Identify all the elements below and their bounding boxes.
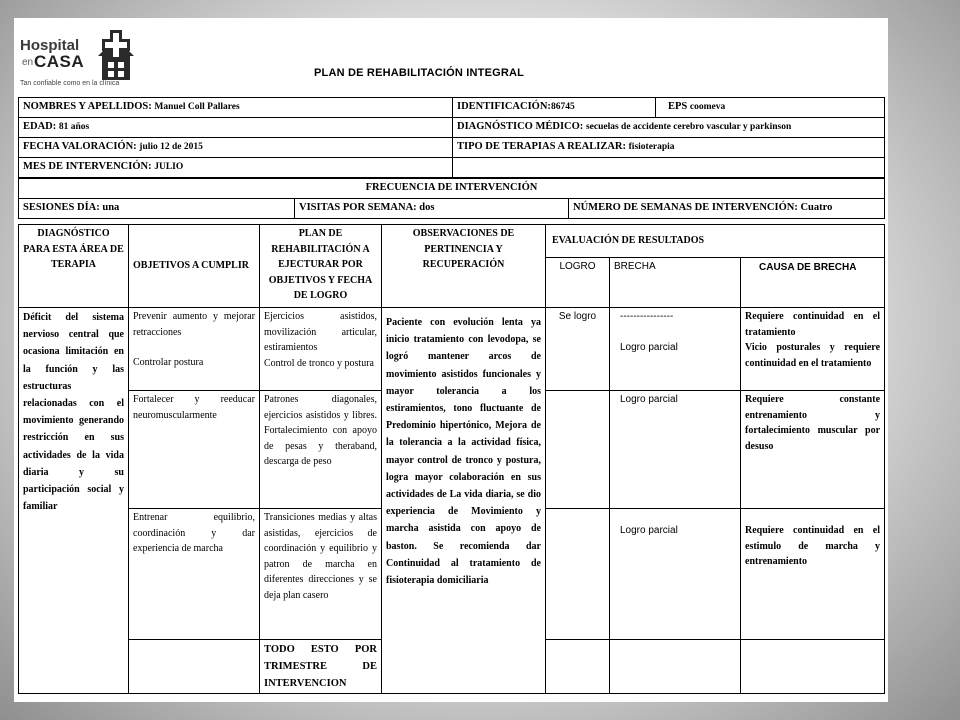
logo-line1: Hospital: [20, 37, 80, 54]
patient-info-table: [18, 97, 885, 178]
therapy-type-value: fisioterapia: [628, 142, 675, 152]
house-cross-icon: [96, 30, 136, 82]
objective-text: Fortalecer y reeducar neuromuscularmente: [129, 391, 260, 509]
id-value: 86745: [550, 102, 575, 112]
month-value: JULIO: [154, 162, 184, 172]
name-label: NOMBRES Y APELLIDOS:: [23, 101, 152, 112]
name-cell: [19, 98, 453, 118]
gap-cause-cell: [741, 308, 885, 391]
age-value: 81 años: [58, 122, 90, 132]
gap-text: Logro parcial: [610, 391, 741, 509]
diagnosis-cell: [453, 118, 885, 138]
header-evaluation: EVALUACIÓN DE RESULTADOS: [546, 225, 885, 258]
table-row: [19, 158, 885, 178]
achievement-text: [546, 391, 610, 509]
eps-value: coomeva: [689, 102, 726, 112]
empty-cell: [546, 640, 610, 694]
gap-cause-text: Requiere continuidad en el tratamiento: [745, 311, 881, 338]
weeks-label: NÚMERO DE SEMANAS DE INTERVENCIÓN:: [573, 202, 798, 213]
empty-cell: [610, 640, 741, 694]
date-value: julio 12 de 2015: [139, 142, 203, 152]
header-gap: BRECHA: [610, 258, 741, 308]
objective-text: Entrenar equilibrio, coordinación y dar experiencia de marcha: [129, 509, 260, 640]
weeks-cell: [569, 199, 885, 219]
plan-text: Control de tronco y postura: [264, 357, 374, 369]
id-label: IDENTIFICACIÓN:: [457, 101, 551, 112]
header-objectives: OBJETIVOS A CUMPLIR: [129, 225, 260, 308]
sessions-cell: [19, 199, 295, 219]
objective-text: Prevenir aumento y mejorar retracciones: [133, 311, 255, 338]
logo-tagline: Tan confiable como en la clínica: [20, 80, 120, 87]
frequency-header: FRECUENCIA DE INTERVENCIÓN: [19, 179, 885, 199]
footer-note: TODO ESTO POR TRIMESTRE DE INTERVENCION: [260, 640, 382, 694]
table-row: [19, 98, 885, 118]
table-row: [19, 138, 885, 158]
sessions-label: SESIONES DÍA:: [23, 202, 100, 213]
therapy-type-label: TIPO DE TERAPIAS A REALIZAR:: [457, 141, 627, 152]
plan-text: Ejercicios asistidos, movilización articular, estiramientos: [264, 311, 377, 353]
objective-cell: [129, 308, 260, 391]
hospital-logo: [20, 30, 136, 94]
visits-value: dos: [419, 202, 435, 213]
gap-cause-text: Requiere continuidad en el estimulo de marcha y entrenamiento: [741, 509, 885, 640]
diagnosis-text: Déficit del sistema nervioso central que ocasiona limitación en la función y las estructuras relacionadas con el movimiento generando restricción en sus actividades de la vida diaria y su participación social y familiar: [19, 308, 129, 694]
achievement-text: Se logro: [546, 308, 610, 391]
gap-text: Logro parcial: [620, 341, 678, 353]
header-diagnosis: DIAGNÓSTICO PARA ESTA ÁREA DE TERAPIA: [19, 225, 129, 308]
therapy-type-cell: [453, 138, 885, 158]
header-plan: PLAN DE REHABILITACIÓN A EJECTURAR POR OBJETIVOS Y FECHA DE LOGRO: [260, 225, 382, 308]
logo-line2-big: CASA: [34, 52, 85, 71]
plan-text: Transiciones medias y altas asistidas, ejercicios de coordinación y equilibrio y patron de marcha en diferentes direcciones y se deja plan casero: [260, 509, 382, 640]
age-cell: [19, 118, 453, 138]
table-row: [19, 225, 885, 258]
empty-cell: [129, 640, 260, 694]
gap-cause-text: Vicio posturales y requiere continuidad en el tratamiento: [745, 342, 881, 369]
header-achievement: LOGRO: [546, 258, 610, 308]
id-cell: [453, 98, 656, 118]
plan-cell: [260, 308, 382, 391]
header-gap-cause: CAUSA DE BRECHA: [741, 258, 885, 308]
table-row: [19, 179, 885, 199]
weeks-value: Cuatro: [800, 202, 833, 213]
gap-cell: [610, 308, 741, 391]
table-row: [19, 199, 885, 219]
gap-cause-text: Requiere constante entrenamiento y fortalecimiento muscular por desuso: [741, 391, 885, 509]
diagnosis-value: secuelas de accidente cerebro vascular y parkinson: [585, 122, 792, 132]
sessions-value: una: [102, 202, 120, 213]
visits-label: VISITAS POR SEMANA:: [299, 202, 417, 213]
rehabilitation-plan-table: [18, 224, 885, 694]
visits-cell: [295, 199, 569, 219]
name-value: Manuel Coll Pallares: [154, 102, 240, 112]
month-label: MES DE INTERVENCIÓN:: [23, 161, 152, 172]
age-label: EDAD:: [23, 121, 57, 132]
header-observations: OBSERVACIONES DE PERTINENCIA Y RECUPERACIÓN: [382, 225, 546, 308]
date-label: FECHA VALORACIÓN:: [23, 141, 137, 152]
date-cell: [19, 138, 453, 158]
table-row: [19, 118, 885, 138]
document-sheet: [14, 18, 888, 702]
logo-line2-small: en: [22, 57, 34, 68]
table-row: [19, 308, 885, 391]
objective-text: Controlar postura: [133, 357, 204, 368]
empty-cell: [741, 640, 885, 694]
observations-text: Paciente con evolución lenta ya inicio tratamiento con levodopa, se logró mantener arcos de movimiento asistidos funcionales y mayor tolerancia a los estiramientos, tono fluctuante de Predominio hipertónico, Mejora de la tolerancia a la actividad física, mayor control de tronco y postura, logra mayor colaboración en sus actividades de La vida diaria, se dio experiencia de Movimiento y marcha asistida con apoyo de baston. Se recomienda dar Continuidad al tratamiento de fisioterapia domiciliaria: [382, 308, 546, 694]
document-title: PLAN DE REHABILITACIÓN INTEGRAL: [314, 67, 525, 79]
diagnosis-label: DIAGNÓSTICO MÉDICO:: [457, 121, 584, 132]
eps-cell: [656, 98, 885, 118]
month-cell: [19, 158, 453, 178]
achievement-text: [546, 509, 610, 640]
gap-text: Logro parcial: [610, 509, 741, 640]
frequency-table: [18, 178, 885, 219]
plan-text: Patrones diagonales, ejercicios asistidos y libres. Fortalecimiento con apoyo de pesas y theraband, descarga de peso: [260, 391, 382, 509]
gap-text: ----------------: [620, 311, 674, 322]
eps-label: EPS: [668, 101, 688, 112]
empty-cell: [453, 158, 885, 178]
